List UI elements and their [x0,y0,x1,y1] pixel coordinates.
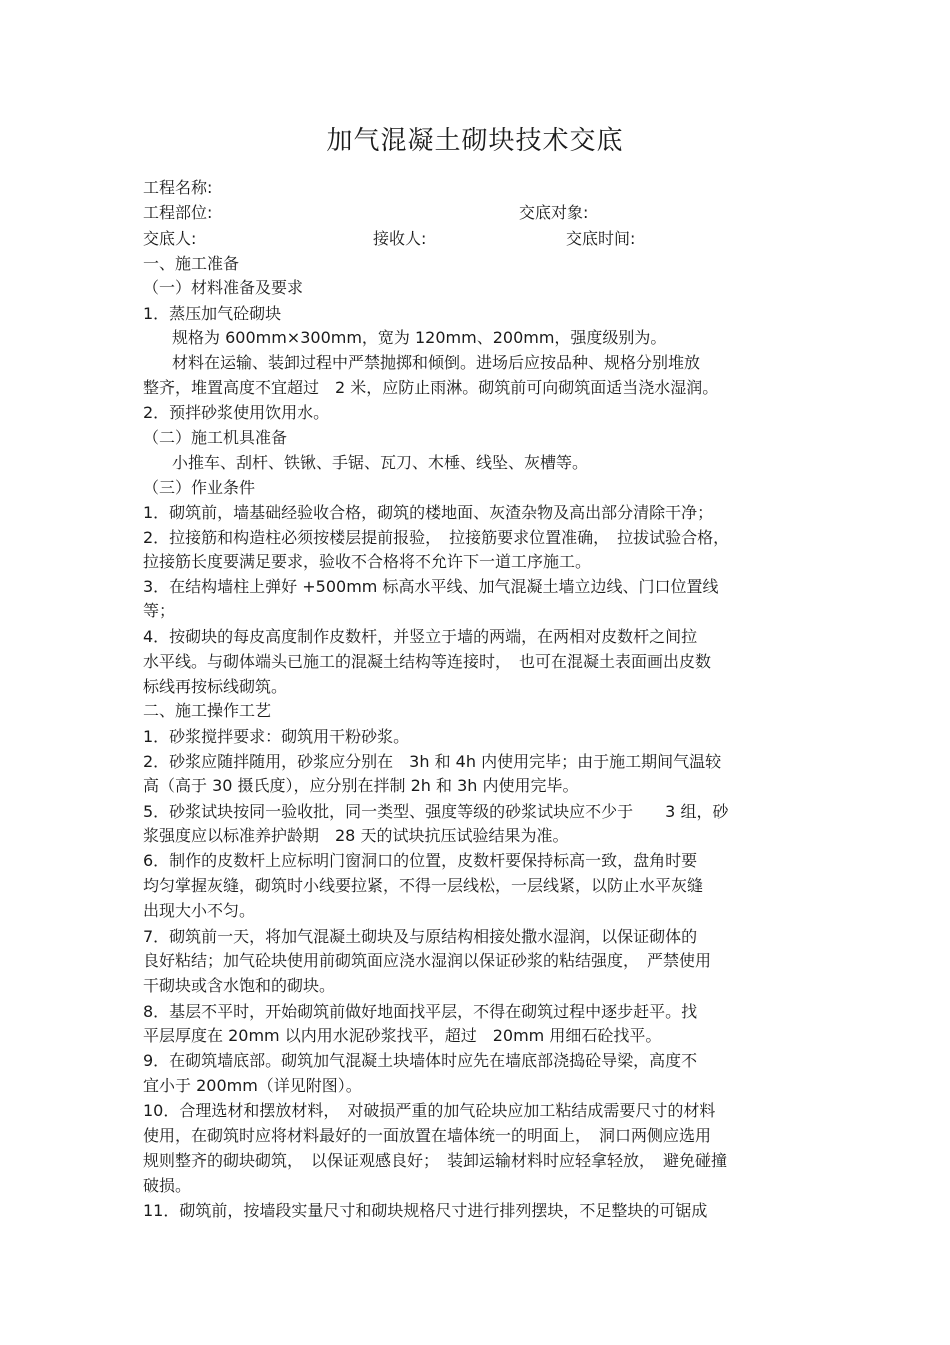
body-line: 1．蒸压加气砼砌块 [143,304,282,323]
body-line: 整齐，堆置高度不宜超过 2 米，应防止雨淋。砌筑前可向砌筑面适当浇水湿润。 [143,378,719,397]
body-line: 2．拉接筋和构造柱必须按楼层提前报验， 拉接筋要求位置准确， 拉拔试验合格， [143,528,730,547]
body-line: 11．砌筑前，按墙段实量尺寸和砌块规格尺寸进行排列摆块，不足整块的可锯成 [143,1201,708,1220]
body-line: 平层厚度在 20mm 以内用水泥砂浆找平，超过 20mm 用细石砼找平。 [143,1026,662,1045]
section-heading: 一、施工准备 [143,254,240,273]
body-line: 5．砂浆试块按同一验收批，同一类型、强度等级的砂浆试块应不少于 3 组，砂 [143,802,729,821]
subsection-heading: （二）施工机具准备 [143,428,288,447]
body-line: 水平线。与砌体端头已施工的混凝土结构等连接时， 也可在混凝土表面画出皮数 [143,652,712,671]
body-line: 7．砌筑前一天，将加气混凝土砌块及与原结构相接处撒水湿润，以保证砌体的 [143,927,698,946]
section-heading: 二、施工操作工艺 [143,701,272,720]
body-line: 高（高于 30 摄氏度），应分别在拌制 2h 和 3h 内使用完毕。 [143,776,579,795]
body-line: 规则整齐的砌块砌筑， 以保证观感良好； 装卸运输材料时应轻拿轻放， 避免碰撞 [143,1151,728,1170]
body-line: 规格为 600mm×300mm，宽为 120mm、200mm，强度级别为。 [172,328,667,347]
disclosure-time-label: 交底时间: [566,229,636,248]
body-line: 标线再按标线砌筑。 [143,677,288,696]
body-line: 浆强度应以标准养护龄期 28 天的试块抗压试验结果为准。 [143,826,569,845]
body-line: 8．基层不平时，开始砌筑前做好地面找平层，不得在砌筑过程中逐步赶平。找 [143,1002,698,1021]
body-line: 1．砌筑前，墙基础经验收合格，砌筑的楼地面、灰渣杂物及高出部分清除干净； [143,503,714,522]
body-line: 破损。 [143,1176,192,1195]
body-line: 小推车、刮杆、铁锹、手锯、瓦刀、木棰、线坠、灰槽等。 [172,453,589,472]
body-line: 材料在运输、装卸过程中严禁抛掷和倾倒。进场后应按品种、规格分别堆放 [172,353,701,372]
body-line: 使用，在砌筑时应将材料最好的一面放置在墙体统一的明面上， 洞口两侧应选用 [143,1126,712,1145]
body-line: 拉接筋长度要满足要求，验收不合格将不允许下一道工序施工。 [143,552,592,571]
body-line: 9．在砌筑墙底部。砌筑加气混凝土块墙体时应先在墙底部浇捣砼导梁，高度不 [143,1051,698,1070]
body-line: 3．在结构墙柱上弹好 +500mm 标高水平线、加气混凝土墙立边线、门口位置线 [143,577,719,596]
receiver-label: 接收人: [373,229,427,248]
subsection-heading: （一）材料准备及要求 [143,278,304,297]
disclosure-target-label: 交底对象: [519,203,589,222]
body-line: 宜小于 200mm（详见附图）。 [143,1076,362,1095]
body-line: 干砌块或含水饱和的砌块。 [143,976,336,995]
body-line: 良好粘结；加气砼块使用前砌筑面应浇水湿润以保证砂浆的粘结强度， 严禁使用 [143,951,712,970]
body-line: 出现大小不匀。 [143,901,256,920]
discloser-label: 交底人: [143,229,197,248]
project-name-label: 工程名称: [143,178,213,197]
body-line: 等； [143,601,176,620]
body-line: 6．制作的皮数杆上应标明门窗洞口的位置，皮数杆要保持标高一致，盘角时要 [143,851,698,870]
body-line: 10．合理选材和摆放材料， 对破损严重的加气砼块应加工粘结成需要尺寸的材料 [143,1101,716,1120]
subsection-heading: （三）作业条件 [143,478,256,497]
body-line: 1．砂浆搅拌要求：砌筑用干粉砂浆。 [143,727,410,746]
document-title: 加气混凝土砌块技术交底 [326,126,624,156]
body-line: 2．预拌砂浆使用饮用水。 [143,403,330,422]
project-part-label: 工程部位: [143,203,213,222]
body-line: 4．按砌块的每皮高度制作皮数杆，并竖立于墙的两端，在两相对皮数杆之间拉 [143,627,698,646]
body-line: 均匀掌握灰缝，砌筑时小线要拉紧，不得一层线松，一层线紧，以防止水平灰缝 [143,876,704,895]
body-line: 2．砂浆应随拌随用，砂浆应分别在 3h 和 4h 内使用完毕；由于施工期间气温较 [143,752,722,771]
